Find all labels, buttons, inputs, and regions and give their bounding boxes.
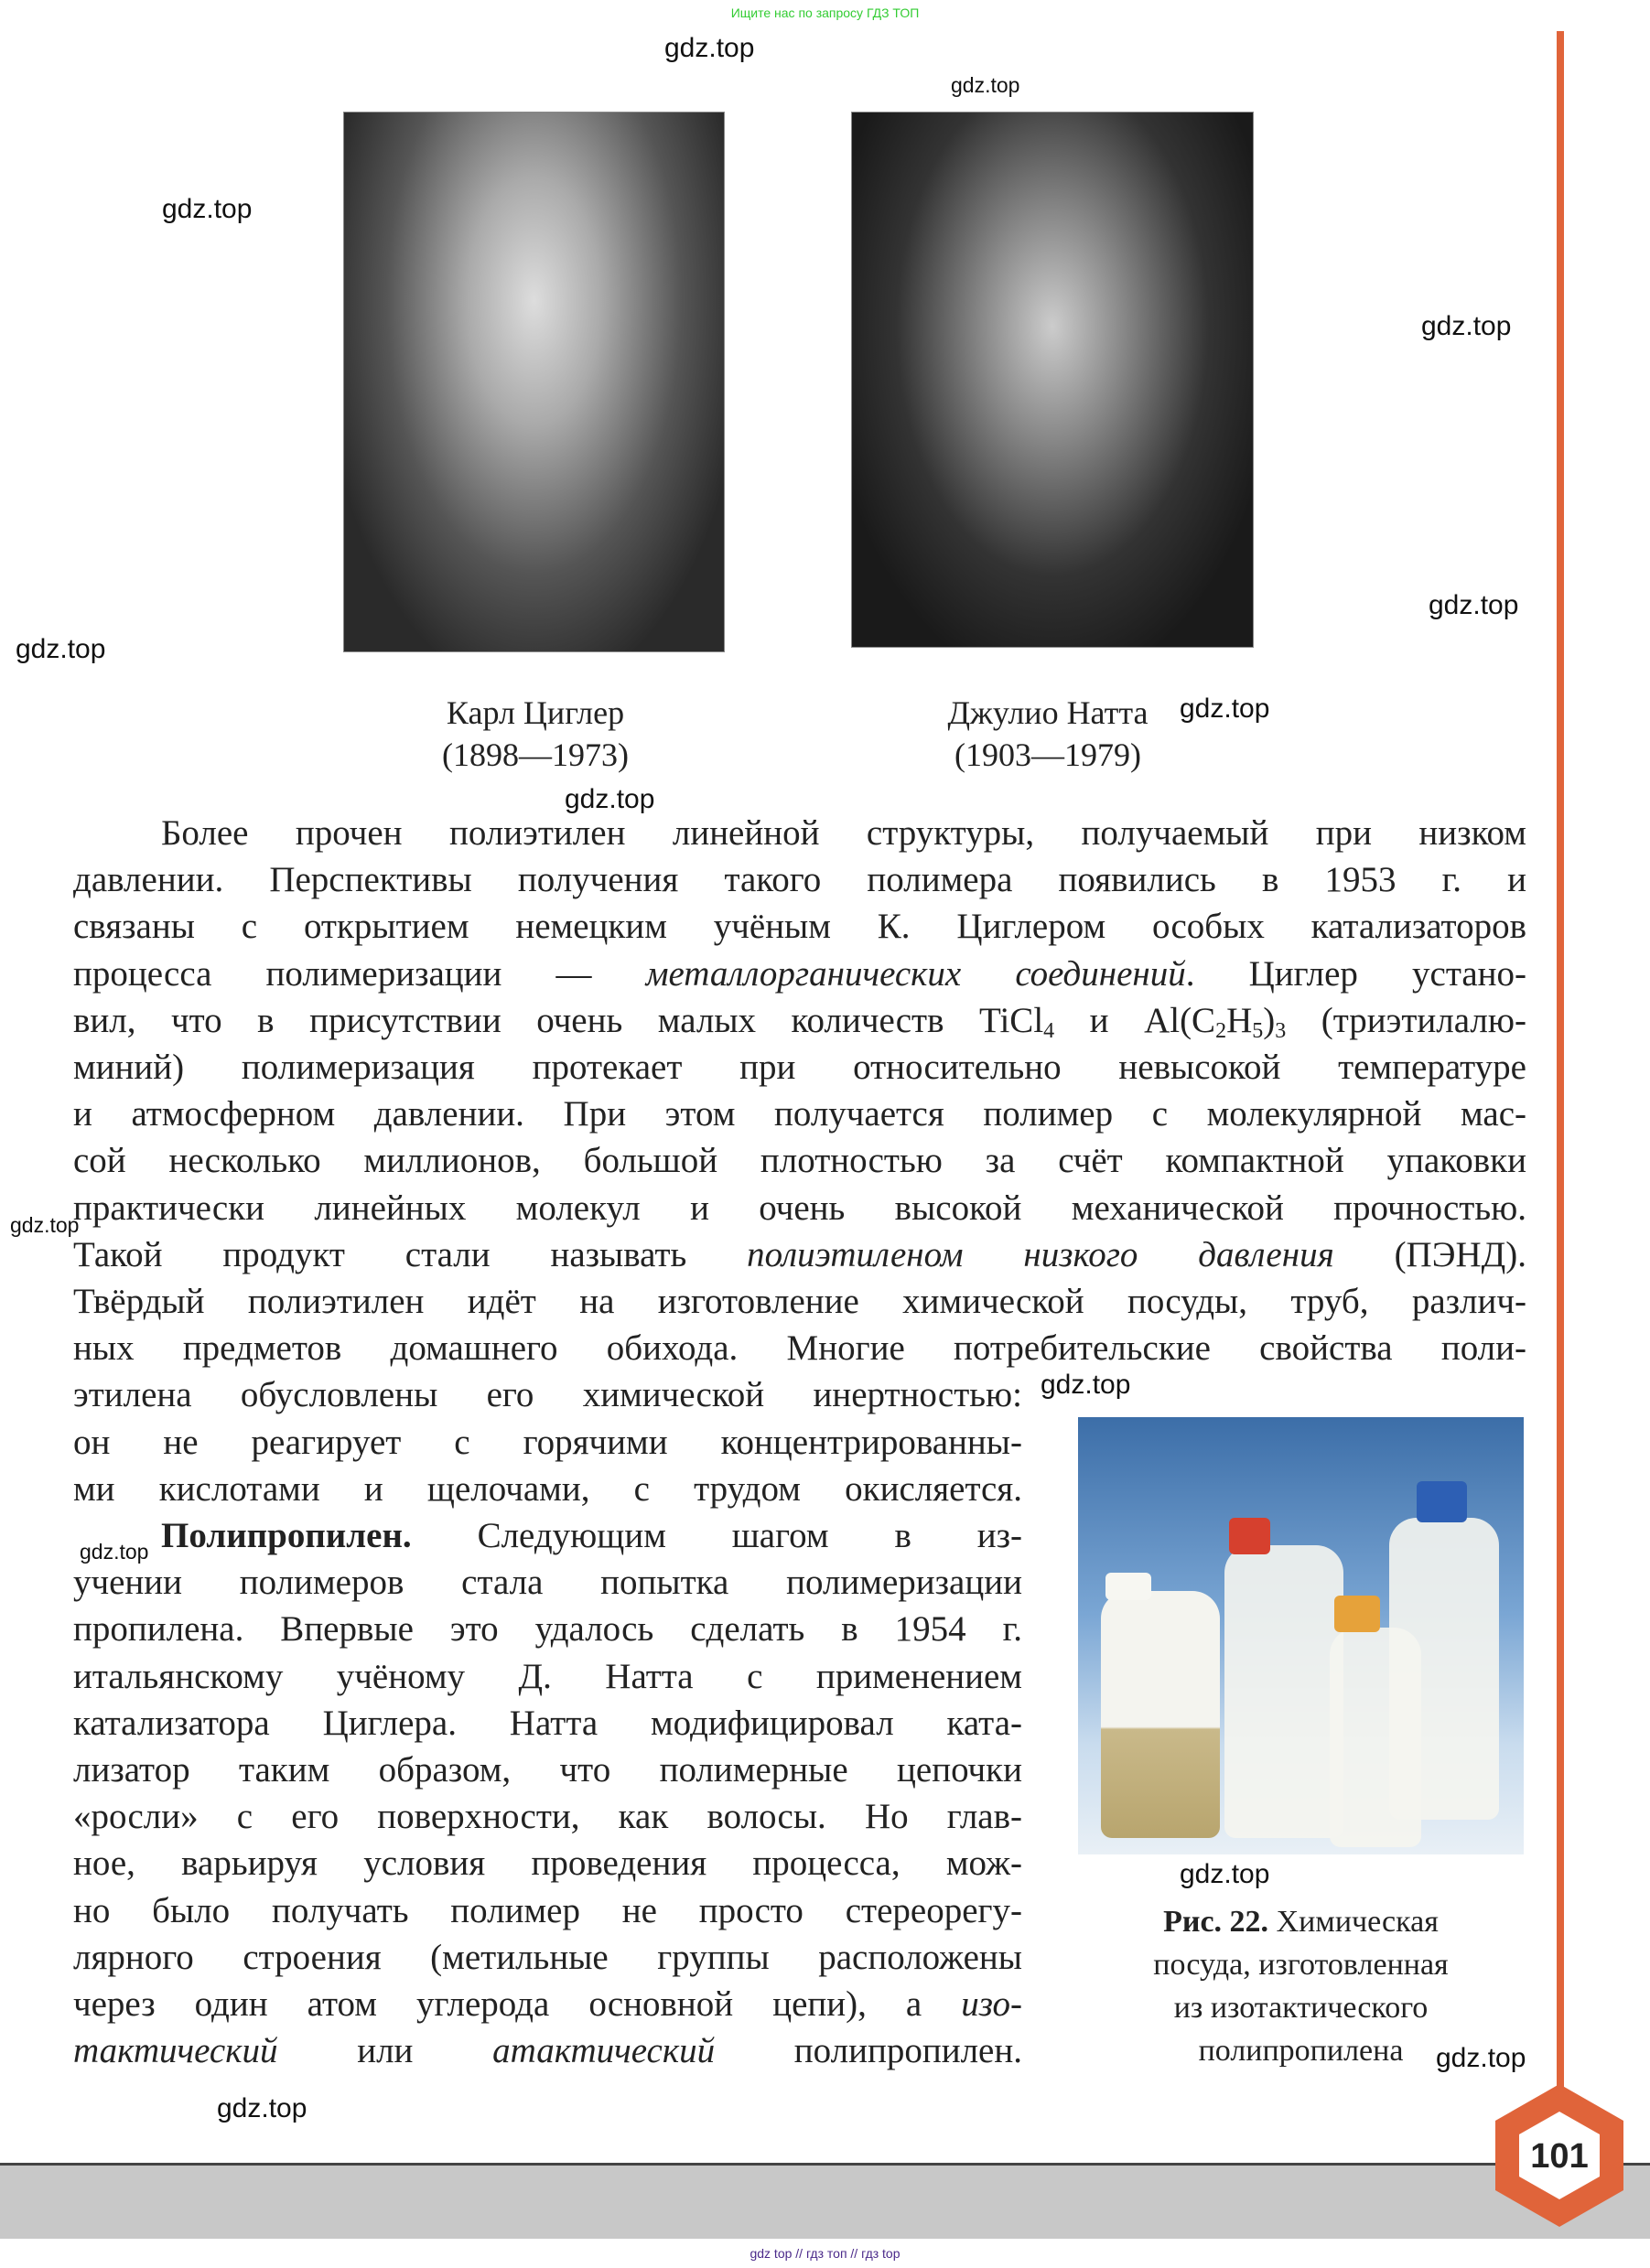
text-segment: Такой продукт стали называть: [73, 1234, 748, 1274]
text-segment: но было получать полимер не просто стереорегу-: [73, 1890, 1022, 1930]
text-line: [73, 1606, 1022, 1652]
figure-label: Рис. 22.: [1163, 1905, 1269, 1939]
text-line: [73, 1559, 1022, 1606]
figure-caption-line: посуда, изготовленная: [1153, 1948, 1449, 1982]
text-segment: итальянскому учёному Д. Натта с применением: [73, 1656, 1022, 1696]
text-segment: ): [1263, 1000, 1276, 1040]
text-line: [73, 1840, 1022, 1886]
text-segment: ных предметов домашнего обихода. Многие потребительские свойства поли-: [73, 1328, 1526, 1369]
text-segment: (триэтилалю-: [1286, 1000, 1527, 1040]
text-line: [73, 856, 1526, 903]
caption-natta: [879, 692, 1217, 776]
portrait-ziegler: [343, 112, 725, 652]
text-line: [73, 903, 1526, 950]
text-segment: полиэтиленом низкого давления: [747, 1234, 1334, 1274]
figure-caption-line: полипропилена: [1198, 2034, 1404, 2068]
text-segment: полипропилен.: [715, 2031, 1022, 2071]
text-segment: тактический: [73, 2031, 278, 2071]
text-line: [73, 810, 1526, 856]
text-segment: связаны с открытием немецким учёным К. Циглером особых катализаторов: [73, 907, 1526, 947]
watermark: gdz.top: [1436, 2043, 1526, 2073]
footer-band: [0, 2163, 1650, 2239]
text-segment: и Al(C: [1054, 1000, 1216, 1040]
text-segment: лярного строения (метильные группы расположены: [73, 1937, 1022, 1977]
figure-caption-line: Химическая: [1276, 1905, 1439, 1939]
text-segment: этилена обусловлены его химической инертностью:: [73, 1375, 1022, 1415]
portrait-natta: [851, 112, 1254, 648]
text-segment: давлении. Перспективы получения такого полимера появились в 1953 г. и: [73, 860, 1526, 900]
text-line: [73, 951, 1526, 997]
text-line: [73, 1091, 1526, 1137]
text-line: [73, 1419, 1022, 1466]
text-segment: 2: [1215, 1018, 1227, 1043]
text-segment: или: [277, 2031, 493, 2071]
text-segment: Полипропилен.: [161, 1516, 412, 1555]
watermark: gdz.top: [10, 1213, 80, 1237]
text-line: [73, 1371, 1022, 1418]
text-line: [73, 1137, 1526, 1184]
text-segment: Следующим шагом в из-: [411, 1516, 1022, 1555]
text-line: [73, 2027, 1022, 2074]
text-segment: сой несколько миллионов, большой плотностью за счёт компактной упаковки: [73, 1141, 1526, 1181]
watermark: gdz.top: [565, 784, 655, 814]
text-line: [73, 1700, 1022, 1747]
text-segment: атактический: [492, 2031, 716, 2071]
text-segment: «росли» с его поверхности, как волосы. Но глав-: [73, 1797, 1022, 1837]
text-segment: ми кислотами и щелочами, с трудом окисляется.: [73, 1468, 1022, 1509]
watermark: gdz.top: [16, 634, 106, 664]
text-line: [73, 1185, 1526, 1231]
text-segment: вил, что в присутствии очень малых количеств TiCl: [73, 1000, 1044, 1040]
caption-years: (1898—1973): [442, 736, 629, 773]
watermark: gdz.top: [162, 194, 253, 224]
caption-ziegler: [366, 692, 705, 776]
watermark: gdz.top: [1421, 311, 1512, 341]
text-line: [73, 1044, 1526, 1091]
page-number: 101: [1530, 2137, 1589, 2176]
text-segment: Твёрдый полиэтилен идёт на изготовление химической посуды, труб, различ-: [73, 1282, 1526, 1321]
text-segment: 3: [1275, 1018, 1287, 1043]
text-segment: катализатора Циглера. Натта модифицировал ката-: [73, 1703, 1022, 1743]
text-segment: практически линейных молекул и очень высокой механической прочностью.: [73, 1188, 1526, 1228]
text-line: [73, 997, 1526, 1044]
watermark: gdz.top: [951, 73, 1020, 97]
text-segment: пропилена. Впервые это удалось сделать в 1954 г.: [73, 1609, 1022, 1650]
text-segment: (ПЭНД).: [1333, 1234, 1526, 1274]
text-segment: 5: [1252, 1018, 1264, 1043]
figure-image-bottles: [1078, 1417, 1524, 1854]
text-segment: он не реагирует с горячими концентрированны-: [73, 1422, 1022, 1462]
text-line: [73, 1747, 1022, 1793]
text-segment: лизатор таким образом, что полимерные цепочки: [73, 1750, 1022, 1790]
watermark: gdz.top: [1429, 590, 1519, 620]
text-segment: миний) полимеризация протекает при относительно невысокой температуре: [73, 1048, 1526, 1087]
text-segment: Более прочен полиэтилен линейной структуры, получаемый при низком: [161, 813, 1526, 853]
text-line: [73, 1653, 1022, 1700]
text-segment: учении полимеров стала попытка полимеризации: [73, 1563, 1022, 1603]
text-line: [73, 1278, 1526, 1325]
caption-years: (1903—1979): [954, 736, 1141, 773]
text-segment: изо-: [961, 1984, 1022, 2024]
text-segment: 4: [1043, 1018, 1055, 1043]
caption-name: Карл Циглер: [446, 694, 625, 731]
text-line: [73, 1887, 1022, 1934]
margin-rule: [1557, 31, 1564, 2099]
search-hint: Ищите нас по запросу ГДЗ ТОП: [730, 5, 920, 20]
text-segment: металлорганических соединений: [645, 953, 1186, 994]
text-line: [73, 1793, 1022, 1840]
watermark: gdz.top: [664, 33, 755, 63]
bottom-note: gdz top // гдз топ // гдз top: [750, 2246, 900, 2261]
watermark: gdz.top: [217, 2093, 307, 2123]
text-segment: процесса полимеризации —: [73, 953, 646, 994]
text-segment: ное, варьируя условия проведения процесса, мож-: [73, 1843, 1022, 1884]
figure-caption-line: из изотактического: [1173, 1991, 1429, 2025]
watermark: gdz.top: [1041, 1370, 1131, 1400]
watermark: gdz.top: [80, 1540, 149, 1564]
page-number-badge: [1492, 2082, 1627, 2229]
text-line: [73, 1466, 1022, 1512]
text-line: [73, 1512, 1022, 1559]
watermark: gdz.top: [1180, 693, 1270, 724]
text-segment: через один атом углерода основной цепи), а: [73, 1984, 962, 2024]
text-segment: и атмосферном давлении. При этом получается полимер с молекулярной мас-: [73, 1094, 1526, 1134]
caption-name: Джулио Натта: [947, 694, 1149, 731]
text-segment: . Циглер устано-: [1185, 953, 1527, 994]
watermark: gdz.top: [1180, 1859, 1270, 1889]
text-line: [73, 1325, 1526, 1371]
text-segment: H: [1226, 1000, 1253, 1040]
text-line: [73, 1934, 1022, 1981]
text-line: [73, 1231, 1526, 1278]
text-line: [73, 1981, 1022, 2027]
